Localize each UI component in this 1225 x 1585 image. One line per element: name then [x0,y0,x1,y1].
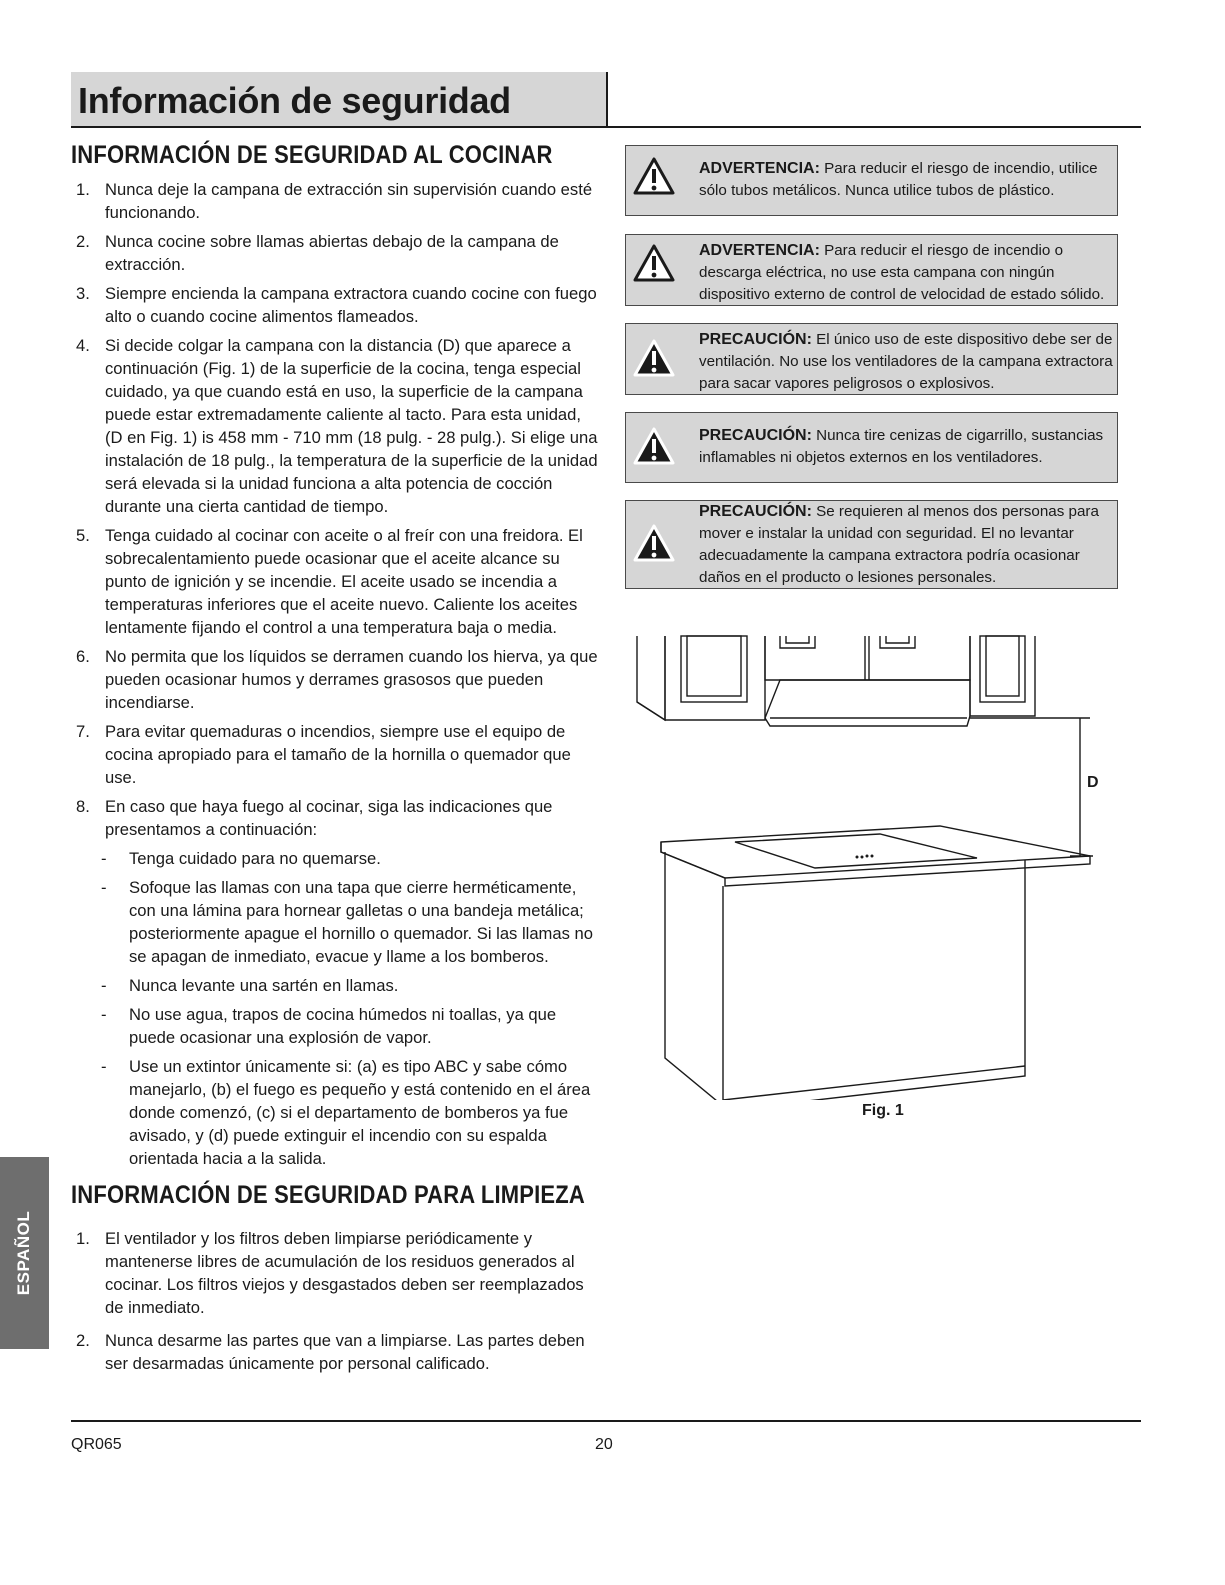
caution-triangle-icon [632,426,676,466]
caution-text [699,501,1113,589]
list-item [76,334,601,518]
list-item [76,720,601,789]
page-number: 20 [595,1436,613,1453]
item-dash: - [101,1005,107,1024]
caution-box [625,323,1118,395]
sub-list-item [76,1003,601,1049]
cooking-safety-list [76,178,601,1176]
item-number: 2. [76,1331,90,1350]
list-item [76,645,601,714]
list-item [76,795,601,841]
item-dash: - [101,849,107,868]
hood-installation-diagram [625,630,1125,1100]
item-text: Siempre encienda la campana extractora cuando cocine con fuego alto o cuando cocine alimentos flameados. [105,284,597,326]
list-item [76,230,601,276]
caution-label: PRECAUCIÓN: [699,427,812,444]
warning-label: ADVERTENCIA: [699,160,820,177]
warning-body: Para reducir el riesgo de incendio o descarga eléctrica, no use esta campana con ningún dispositivo externo de control de velocidad de estado sólido. [699,242,1105,303]
figure-caption: Fig. 1 [862,1102,904,1119]
item-text: Tenga cuidado para no quemarse. [129,849,381,868]
item-text: Use un extintor únicamente si: (a) es tipo ABC y sabe cómo manejarlo, (b) el fuego es pequeño y está contenido en el área donde comenzó, (c) si el departamento de bomberos ya fue avisado, y (d) puede extinguir el incendio con su espalda orientada hacia a la salida. [129,1057,591,1168]
caution-text [699,425,1113,469]
sub-list-item [76,1055,601,1170]
item-number: 1. [76,1229,90,1248]
caution-box [625,412,1118,483]
item-number: 2. [76,232,90,251]
item-number: 5. [76,526,90,545]
sub-list-item [76,847,601,870]
item-number: 3. [76,284,90,303]
item-text: No permita que los líquidos se derramen cuando los hierva, ya que pueden ocasionar humos y derrames grasosos que pueden incendiarse. [105,647,598,712]
warning-text [699,240,1113,306]
item-dash: - [101,1057,107,1076]
dimension-label-d: D [1087,774,1099,791]
cleaning-safety-list [76,1227,601,1381]
caution-label: PRECAUCIÓN: [699,503,812,520]
item-text: Sofoque las llamas con una tapa que cierre herméticamente, con una lámina para hornear galletas o una bandeja metálica; posteriormente apague el hornillo o quemador. Si las llamas no se apagan de inmediato, evacue y llame a los bomberos. [129,878,593,966]
item-text: Para evitar quemaduras o incendios, siempre use el equipo de cocina apropiado para el tamaño de la hornilla o quemador que use. [105,722,571,787]
item-text: El ventilador y los filtros deben limpiarse periódicamente y mantenerse libres de acumulación de los residuos generados al cocinar. Los filtros viejos y desgastados deben ser reemplazados de inmediato. [105,1229,584,1317]
warning-triangle-icon [632,156,676,196]
warning-box [625,145,1118,216]
item-number: 8. [76,797,90,816]
caution-box [625,500,1118,589]
caution-label: PRECAUCIÓN: [699,331,812,348]
item-text: Tenga cuidado al cocinar con aceite o al freír con una freidora. El sobrecalentamiento puede ocasionar que el aceite alcance su punto de ignición y se incendie. El aceite usado se incendia a temperaturas inferiores que el aceite nuevo. Caliente los aceites lentamente fijando el control a una temperatura baja o media. [105,526,583,637]
item-number: 1. [76,180,90,199]
cleaning-safety-heading: INFORMACIÓN DE SEGURIDAD PARA LIMPIEZA [71,1181,585,1209]
caution-body: Se requieren al menos dos personas para mover e instalar la unidad con seguridad. El no levantar adecuadamente la campana extractora podría ocasionar daños en el producto o lesiones personales. [699,503,1099,586]
language-tab-label: ESPAÑOL [14,1210,33,1296]
caution-triangle-icon [632,523,676,563]
item-text: Si decide colgar la campana con la distancia (D) que aparece a continuación (Fig. 1) de la superficie de la cocina, tenga especial cuidado, ya que cuando está en uso, la superficie de la campana puede estar extremadamente caliente al tacto. Para esta unidad, (D en Fig. 1) is 458 mm - 710 mm (18 pulg. - 28 pulg.). Si elige una instalación de 18 pulg., la temperatura de la superficie de la unidad será elevada si la unidad funciona a alta potencia de cocción durante una cierta cantidad de tiempo. [105,336,598,516]
item-number: 4. [76,336,90,355]
caution-body: Nunca tire cenizas de cigarrillo, sustancias inflamables ni objetos externos en los ventiladores. [699,427,1104,466]
header-rule [71,126,1141,128]
warning-text [699,158,1113,202]
caution-body: El único uso de este dispositivo debe ser de ventilación. No use los ventiladores de la campana extractora para sacar vapores peligrosos o explosivos. [699,331,1113,392]
item-number: 7. [76,722,90,741]
list-item [76,1227,601,1319]
item-text: Nunca deje la campana de extracción sin supervisión cuando esté funcionando. [105,180,593,222]
item-text: Nunca desarme las partes que van a limpiarse. Las partes deben ser desarmadas únicamente por personal calificado. [105,1331,585,1373]
footer-model-code: QR065 [71,1436,122,1453]
footer-rule [71,1420,1141,1422]
sub-list-item [76,876,601,968]
warning-triangle-icon [632,243,676,283]
caution-text [699,329,1113,395]
item-text: No use agua, trapos de cocina húmedos ni toallas, ya que puede ocasionar una explosión de vapor. [129,1005,557,1047]
warning-body: Para reducir el riesgo de incendio, utilice sólo tubos metálicos. Nunca utilice tubos de plástico. [699,160,1098,199]
item-text: Nunca levante una sartén en llamas. [129,976,399,995]
warning-label: ADVERTENCIA: [699,242,820,259]
list-item [76,282,601,328]
item-text: Nunca cocine sobre llamas abiertas debajo de la campana de extracción. [105,232,559,274]
item-dash: - [101,878,107,897]
list-item [76,1329,601,1375]
cooking-safety-heading: INFORMACIÓN DE SEGURIDAD AL COCINAR [71,141,553,169]
item-number: 6. [76,647,90,666]
item-text: En caso que haya fuego al cocinar, siga las indicaciones que presentamos a continuación: [105,797,553,839]
sub-list-item [76,974,601,997]
list-item [76,178,601,224]
page-title: Información de seguridad [78,80,511,121]
warning-box [625,234,1118,306]
caution-triangle-icon [632,338,676,378]
list-item [76,524,601,639]
item-dash: - [101,976,107,995]
